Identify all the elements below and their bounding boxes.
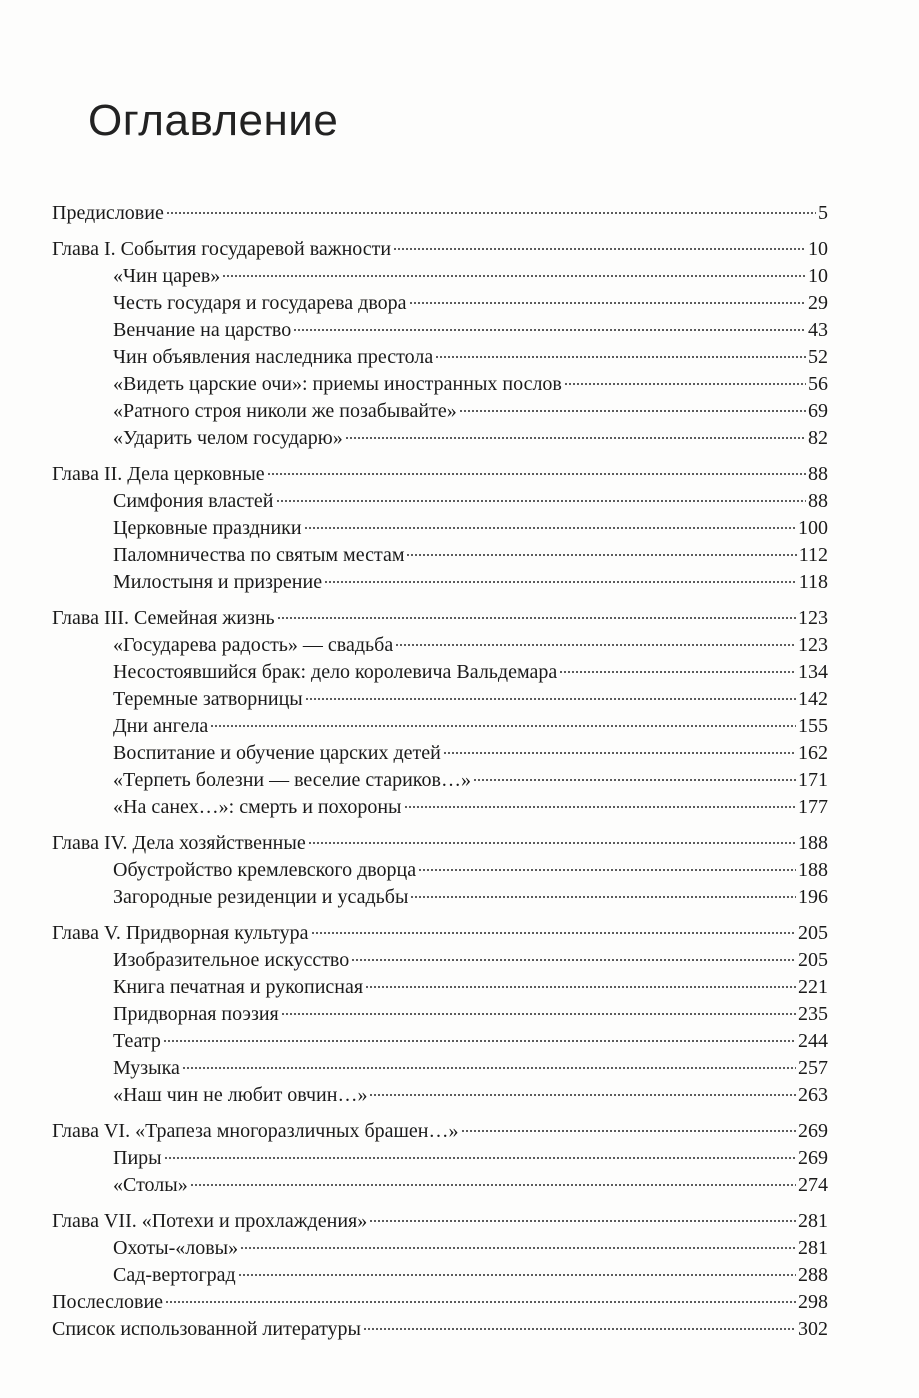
toc-entry-page: 56 [808, 373, 828, 395]
toc-entry-title: «На санех…»: смерть и похороны [113, 796, 402, 818]
dot-leader [473, 779, 796, 781]
toc-entry-page: 100 [798, 517, 828, 539]
toc-chapter-5 [52, 920, 828, 947]
toc-entry-title: Загородные резиденции и усадьбы [113, 886, 409, 908]
toc-section [52, 686, 828, 713]
dot-leader [564, 383, 806, 385]
dot-leader [311, 932, 797, 934]
toc-entry-title: Придворная поэзия [113, 1003, 279, 1025]
toc-entry-page: 205 [798, 949, 828, 971]
toc-section [52, 1082, 828, 1109]
toc-entry-title: Глава III. Семейная жизнь [52, 607, 275, 629]
toc-entry-title: «Ратного строя николи же позабывайте» [113, 400, 457, 422]
toc-entry-page: 82 [808, 427, 828, 449]
toc-entry-title: Глава V. Придворная культура [52, 922, 309, 944]
toc-entry-page: 244 [798, 1030, 828, 1052]
toc-entry-page: 69 [808, 400, 828, 422]
toc-entry-title: Дни ангела [113, 715, 209, 737]
toc-entry-title: «Терпеть болезни — веселие стариков…» [113, 769, 471, 791]
toc-section [52, 398, 828, 425]
toc-section [52, 947, 828, 974]
toc-section [52, 740, 828, 767]
dot-leader [351, 959, 796, 961]
toc-entry-page: 196 [798, 886, 828, 908]
dot-leader [308, 842, 796, 844]
toc-section [52, 974, 828, 1001]
dot-leader [267, 473, 806, 475]
toc-section [52, 884, 828, 911]
toc-entry-page: 177 [798, 796, 828, 818]
toc-entry-page: 281 [798, 1237, 828, 1259]
toc-entry-page: 5 [818, 202, 828, 224]
dot-leader [409, 302, 806, 304]
toc-entry-page: 10 [808, 238, 828, 260]
toc-entry-title: Милостыня и призрение [113, 571, 323, 593]
toc-entry-page: 10 [808, 265, 828, 287]
toc-entry-bibliography [52, 1316, 828, 1343]
toc-entry-page: 171 [798, 769, 828, 791]
toc-chapter-4 [52, 830, 828, 857]
dot-leader [166, 212, 816, 214]
toc-entry-page: 88 [808, 490, 828, 512]
toc-entry-title: Театр [113, 1030, 161, 1052]
toc-entry-title: «Видеть царские очи»: приемы иностранных послов [113, 373, 562, 395]
toc-section [52, 1172, 828, 1199]
toc-entry-title: Обустройство кремлевского дворца [113, 859, 417, 881]
toc-entry-title: Несостоявшийся брак: дело королевича Вальдемара [113, 661, 558, 683]
toc-section [52, 263, 828, 290]
toc-entry-page: 134 [798, 661, 828, 683]
toc-entry-title: Честь государя и государева двора [113, 292, 407, 314]
toc-entry-page: 52 [808, 346, 828, 368]
dot-leader [240, 1247, 796, 1249]
toc-entry-page: 221 [798, 976, 828, 998]
toc-entry-title: Церковные праздники [113, 517, 302, 539]
toc-entry-title: Сад-вертоград [113, 1264, 236, 1286]
toc-entry-title: Послесловие [52, 1291, 164, 1313]
dot-leader [324, 581, 797, 583]
toc-section [52, 425, 828, 452]
dot-leader [395, 644, 796, 646]
dot-leader [277, 617, 796, 619]
toc-section [52, 290, 828, 317]
toc-entry-title: Глава IV. Дела хозяйственные [52, 832, 306, 854]
toc-chapter-6 [52, 1118, 828, 1145]
table-of-contents [52, 200, 828, 1343]
toc-entry-page: 263 [798, 1084, 828, 1106]
toc-chapter-2 [52, 461, 828, 488]
toc-entry-page: 269 [798, 1120, 828, 1142]
toc-section [52, 542, 828, 569]
toc-entry-page: 298 [798, 1291, 828, 1313]
toc-entry-title: Изобразительное искусство [113, 949, 350, 971]
toc-entry-page: 302 [798, 1318, 828, 1340]
toc-section [52, 488, 828, 515]
toc-entry-title: Глава VI. «Трапеза многоразличных брашен…» [52, 1120, 459, 1142]
toc-entry-page: 155 [798, 715, 828, 737]
toc-entry-page: 281 [798, 1210, 828, 1232]
toc-section [52, 1055, 828, 1082]
toc-section [52, 1235, 828, 1262]
toc-section [52, 713, 828, 740]
dot-leader [369, 1220, 796, 1222]
toc-entry-page: 188 [798, 859, 828, 881]
toc-entry-page: 142 [798, 688, 828, 710]
dot-leader [222, 275, 806, 277]
toc-section [52, 632, 828, 659]
toc-entry-page: 43 [808, 319, 828, 341]
toc-chapter-7 [52, 1208, 828, 1235]
toc-entry-page: 88 [808, 463, 828, 485]
toc-section [52, 1028, 828, 1055]
dot-leader [345, 437, 806, 439]
toc-entry-title: Паломничества по святым местам [113, 544, 405, 566]
dot-leader [559, 671, 796, 673]
toc-entry-title: Глава II. Дела церковные [52, 463, 265, 485]
dot-leader [190, 1184, 796, 1186]
toc-entry-page: 162 [798, 742, 828, 764]
toc-chapter-1 [52, 236, 828, 263]
toc-entry-title: Список использованной литературы [52, 1318, 361, 1340]
dot-leader [461, 1130, 796, 1132]
toc-entry-title: Пиры [113, 1147, 162, 1169]
dot-leader [238, 1274, 796, 1276]
page-title: Оглавление [88, 96, 339, 145]
toc-section [52, 344, 828, 371]
dot-leader [369, 1094, 796, 1096]
toc-section [52, 857, 828, 884]
dot-leader [393, 248, 806, 250]
toc-entry-page: 123 [798, 607, 828, 629]
dot-leader [304, 527, 796, 529]
dot-leader [443, 752, 796, 754]
dot-leader [418, 869, 796, 871]
toc-entry-page: 112 [798, 544, 828, 566]
dot-leader [365, 986, 796, 988]
dot-leader [281, 1013, 796, 1015]
toc-section [52, 794, 828, 821]
dot-leader [363, 1328, 796, 1330]
toc-entry-title: Чин объявления наследника престола [113, 346, 434, 368]
toc-entry-title: Музыка [113, 1057, 180, 1079]
toc-section [52, 659, 828, 686]
toc-section [52, 371, 828, 398]
dot-leader [165, 1301, 796, 1303]
toc-entry-title: Предисловие [52, 202, 164, 224]
toc-entry-title: «Государева радость» — свадьба [113, 634, 394, 656]
toc-entry-afterword [52, 1289, 828, 1316]
toc-entry-page: 205 [798, 922, 828, 944]
dot-leader [163, 1040, 796, 1042]
dot-leader [164, 1157, 796, 1159]
toc-entry-page: 274 [798, 1174, 828, 1196]
toc-section [52, 1262, 828, 1289]
dot-leader [404, 806, 797, 808]
toc-section [52, 515, 828, 542]
toc-section [52, 317, 828, 344]
toc-entry-title: Воспитание и обучение царских детей [113, 742, 441, 764]
toc-entry-title: «Чин царев» [113, 265, 221, 287]
toc-section [52, 1001, 828, 1028]
toc-entry-title: Охоты-«ловы» [113, 1237, 239, 1259]
toc-entry-title: Теремные затворницы [113, 688, 303, 710]
toc-entry-page: 288 [798, 1264, 828, 1286]
toc-entry-title: Венчание на царство [113, 319, 292, 341]
toc-entry-title: «Ударить челом государю» [113, 427, 343, 449]
dot-leader [210, 725, 796, 727]
toc-entry-page: 235 [798, 1003, 828, 1025]
toc-entry-page: 257 [798, 1057, 828, 1079]
toc-section [52, 767, 828, 794]
toc-entry-title: Глава I. События государевой важности [52, 238, 392, 260]
toc-section [52, 1145, 828, 1172]
dot-leader [293, 329, 806, 331]
toc-chapter-3 [52, 605, 828, 632]
dot-leader [406, 554, 796, 556]
toc-entry-page: 269 [798, 1147, 828, 1169]
toc-entry-page: 123 [798, 634, 828, 656]
dot-leader [435, 356, 806, 358]
dot-leader [276, 500, 807, 502]
toc-entry-title: Книга печатная и рукописная [113, 976, 364, 998]
toc-entry-title: «Столы» [113, 1174, 188, 1196]
dot-leader [410, 896, 796, 898]
dot-leader [459, 410, 806, 412]
toc-entry-title: Глава VII. «Потехи и прохлаждения» [52, 1210, 368, 1232]
dot-leader [305, 698, 796, 700]
dot-leader [182, 1067, 796, 1069]
toc-entry-page: 29 [808, 292, 828, 314]
toc-entry-page: 188 [798, 832, 828, 854]
toc-entry-page: 118 [798, 571, 828, 593]
toc-entry-title: Симфония властей [113, 490, 274, 512]
toc-entry-title: «Наш чин не любит овчин…» [113, 1084, 368, 1106]
toc-entry-preface [52, 200, 828, 227]
toc-section [52, 569, 828, 596]
